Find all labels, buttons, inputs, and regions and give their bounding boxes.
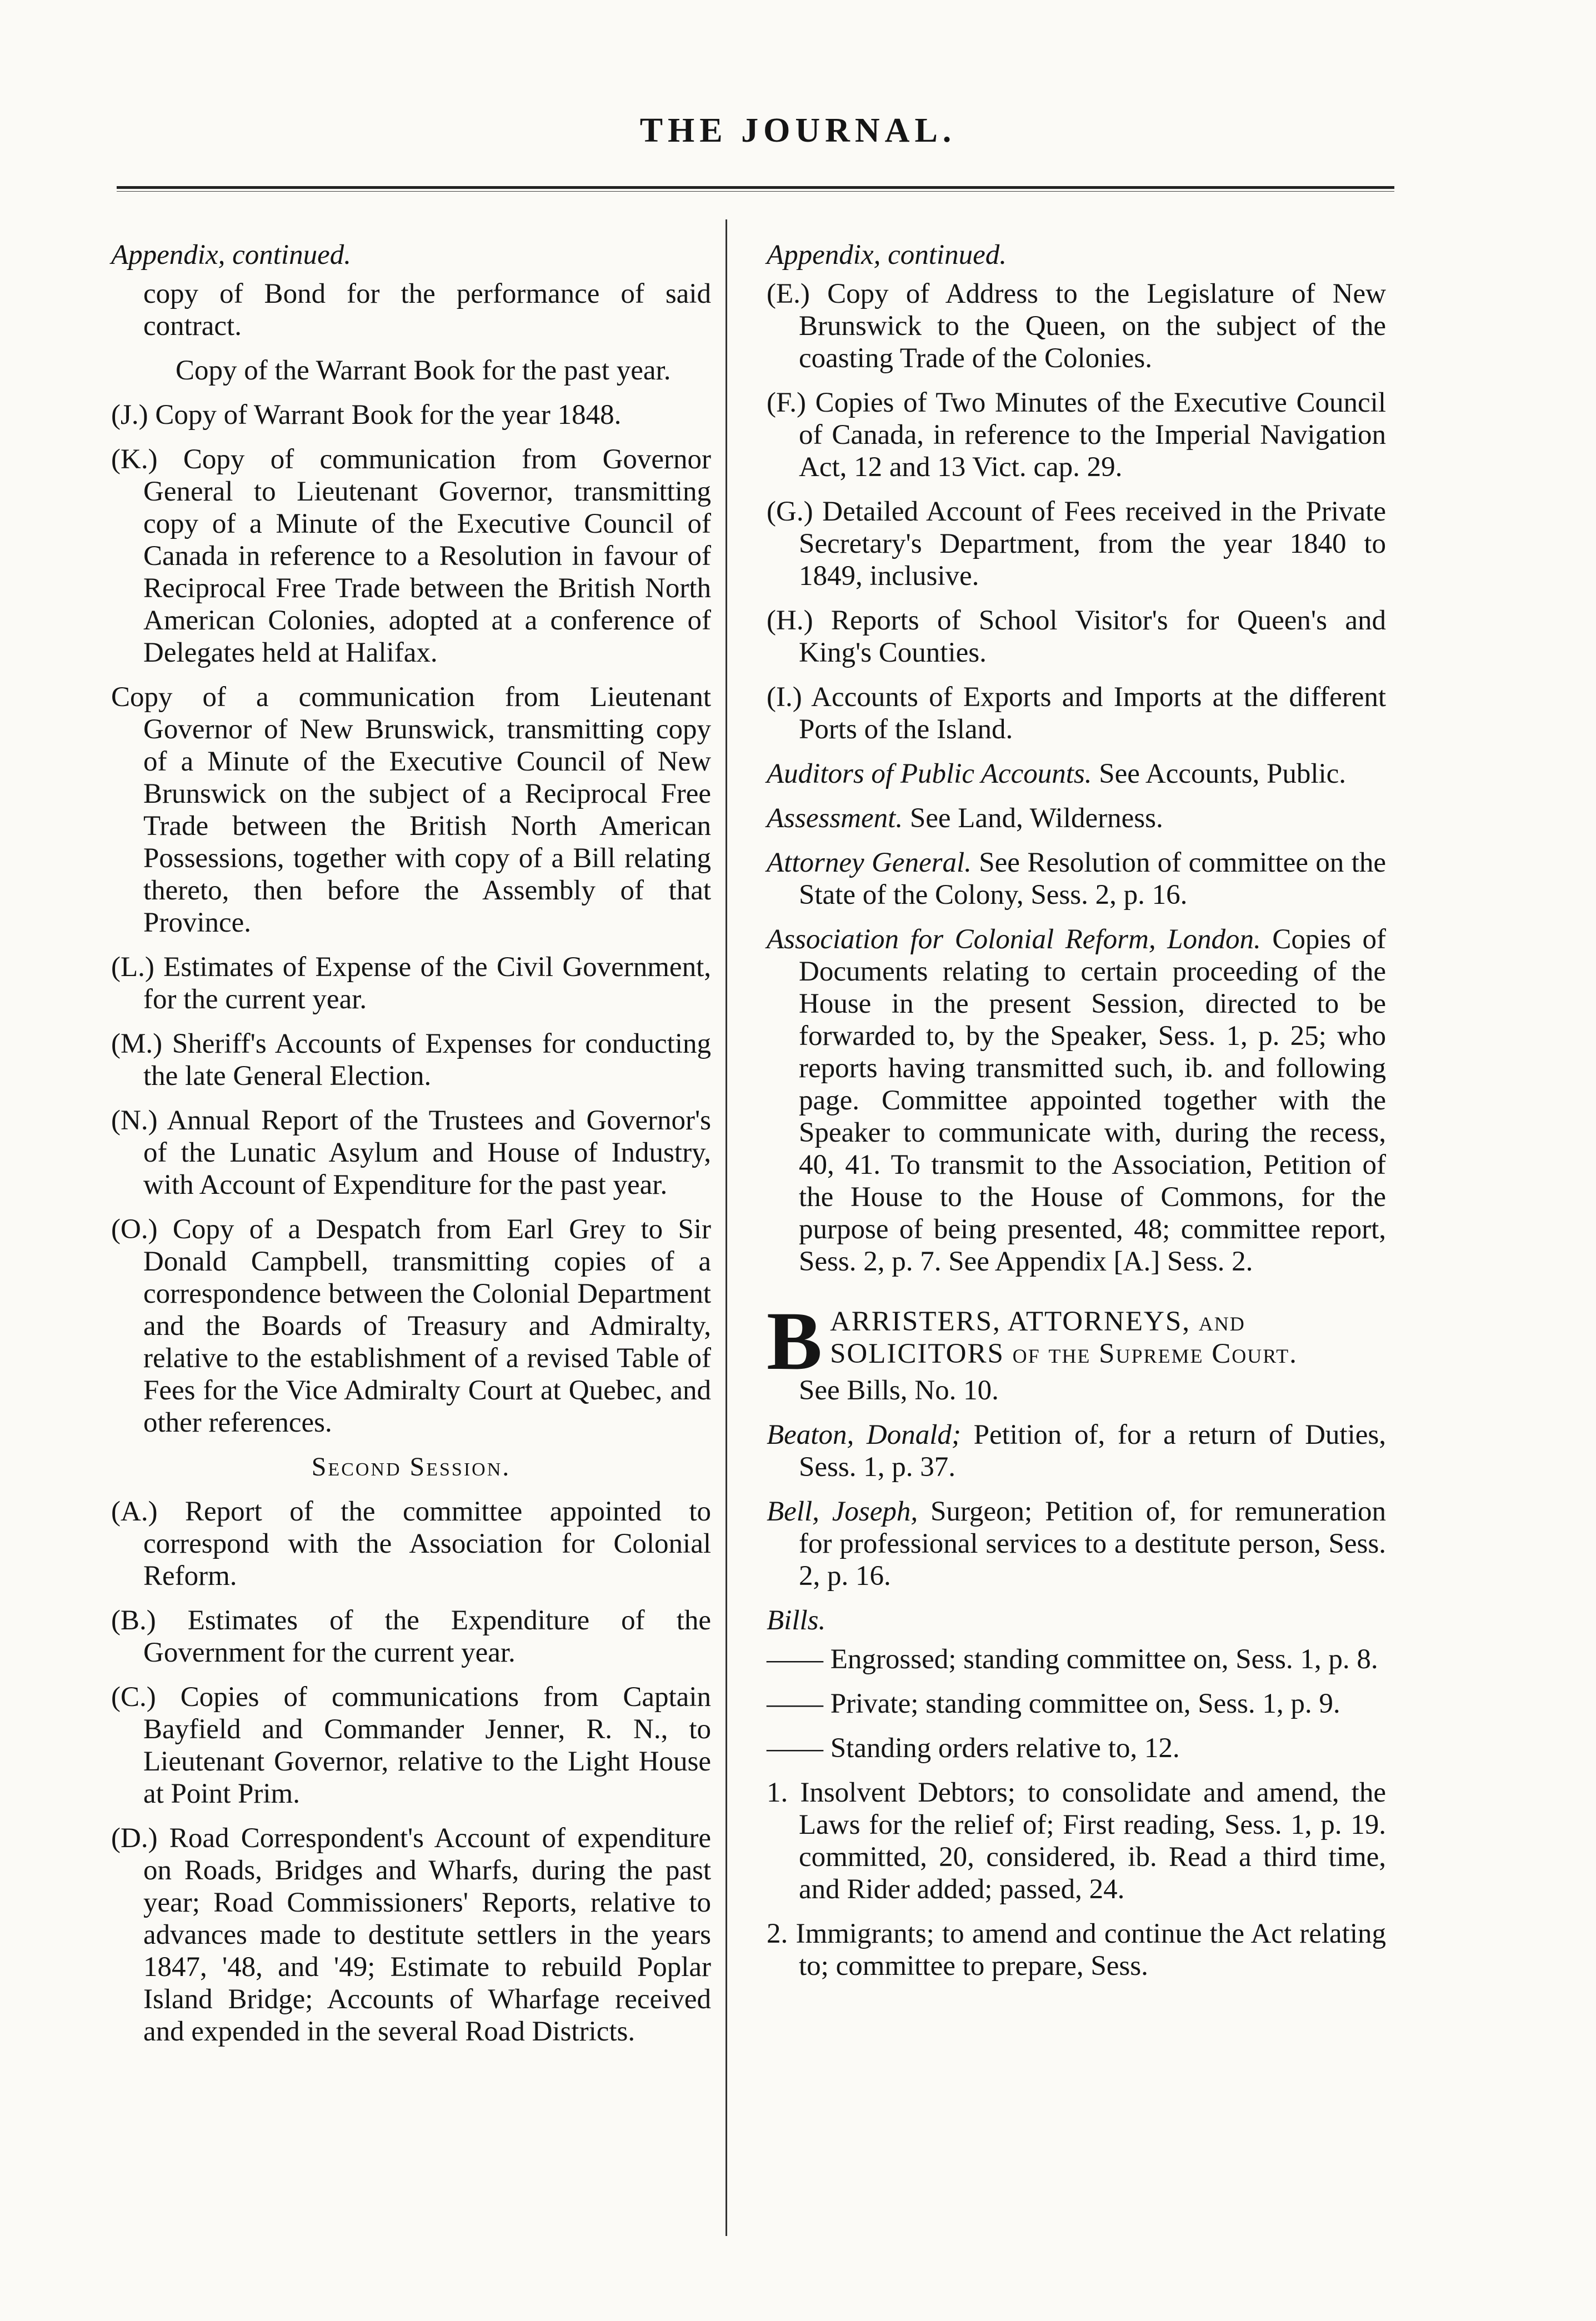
- entry-j: (J.) Copy of Warrant Book for the year 1848.: [111, 399, 622, 431]
- entry-second-a: (A.) Report of the committee appointed to correspond with the Association for Colonial Reform.: [111, 1496, 711, 1592]
- entry-g: (G.) Detailed Account of Fees received in the Private Secretary's Department, from the year 1840 to 1849, inclusive.: [767, 496, 1386, 592]
- entry-association: [767, 923, 1386, 1278]
- auditors-text: See Accounts, Public.: [1099, 758, 1347, 789]
- bill-1-insolvent-debtors: 1. Insolvent Debtors; to consolidate and amend, the Laws for the relief of; First reading, Sess. 1, p. 19. committed, 20, considered, ib. Read a third time, and Rider added; passed, 24.: [767, 1777, 1386, 1905]
- entry-i: (I.) Accounts of Exports and Imports at the different Ports of the Island.: [767, 682, 1386, 745]
- header-rule: [117, 186, 1394, 192]
- barristers-heading: ARRISTERS, ATTORNEYS, and SOLICITORS of the Supreme Court.: [830, 1306, 1298, 1369]
- entry-new-brunswick: Copy of a communication from Lieutenant Governor of New Brunswick, transmitting copy of a Minute of the Executive Council of New Brunswick on the subject of a Reciprocal Free Trade between the British North American Possessions, together with copy of a Bill relating thereto, then before the Assembly of that Province.: [111, 682, 711, 938]
- entry-f: (F.) Copies of Two Minutes of the Executive Council of Canada, in reference to the Imperial Navigation Act, 12 and 13 Vict. cap. 29.: [767, 387, 1386, 483]
- entry-o: (O.) Copy of a Despatch from Earl Grey to Sir Donald Campbell, transmitting copies of a correspondence between the Colonial Department and the Boards of Treasury and Admiralty, relative to the establishment of a revised Table of Fees for the Vice Admiralty Court at Quebec, and other references.: [111, 1214, 711, 1438]
- entry-l: (L.) Estimates of Expense of the Civil Government, for the current year.: [111, 952, 711, 1015]
- left-column-heading: Appendix, continued.: [111, 239, 351, 271]
- column-divider: [726, 219, 727, 2236]
- association-label: Association for Colonial Reform, London.: [767, 924, 1261, 955]
- bills-engrossed: —— Engrossed; standing committee on, Sess. 1, p. 8.: [767, 1644, 1378, 1675]
- entry-second-b: (B.) Estimates of the Expenditure of the Government for the current year.: [111, 1605, 711, 1668]
- dropcap-b: B: [767, 1295, 823, 1387]
- running-head: THE JOURNAL.: [639, 112, 957, 149]
- beaton-label: Beaton, Donald;: [767, 1419, 961, 1450]
- entry-k: (K.) Copy of communication from Governor General to Lieutenant Governor, transmitting copy of a Minute of the Executive Council of Canada in reference to a Resolution in favour of Reciprocal Free Trade between the British North American Colonies, adopted at a conference of Delegates held at Halifax.: [111, 444, 711, 668]
- association-text: Copies of Documents relating to certain proceeding of the House in the present Session, directed to be forwarded to, by the Speaker, Sess. 1, p. 25; who reports having transmitted such, ib. and following page. Committee appointed together with the Speaker to communicate with, during the recess, 40, 41. To transmit to the Association, Petition of the House to the House of Commons, for the purpose of being presented, 48; committee report, Sess. 2, p. 7. See Appendix [A.] Sess. 2.: [799, 924, 1386, 1277]
- assessment-label: Assessment.: [767, 803, 903, 834]
- auditors-label: Auditors of Public Accounts.: [767, 758, 1092, 789]
- entry-assessment: [767, 802, 1386, 834]
- right-column: [767, 239, 1386, 1994]
- entry-warrant-book: Copy of the Warrant Book for the past year.: [176, 355, 671, 386]
- bell-text: Surgeon; Petition of, for remuneration for professional services to a destitute person, Sess. 2, p. 16.: [799, 1496, 1386, 1592]
- entry-h: (H.) Reports of School Visitor's for Queen's and King's Counties.: [767, 605, 1386, 668]
- second-session-heading: Second Session.: [311, 1452, 511, 1482]
- bills-heading: Bills.: [767, 1605, 826, 1636]
- bill-2-immigrants: 2. Immigrants; to amend and continue the Act relating to; committee to prepare, Sess.: [767, 1918, 1386, 1982]
- entry-bell: [767, 1495, 1386, 1592]
- right-column-heading: Appendix, continued.: [767, 239, 1007, 271]
- assessment-text: See Land, Wilderness.: [909, 803, 1163, 834]
- entry-n: (N.) Annual Report of the Trustees and Governor's of the Lunatic Asylum and House of Industry, with Account of Expenditure for the past year.: [111, 1105, 711, 1200]
- entry-e: (E.) Copy of Address to the Legislature of New Brunswick to the Queen, on the subject of the coasting Trade of the Colonies.: [767, 278, 1386, 374]
- entry-bond: copy of Bond for the performance of said contract.: [143, 278, 711, 342]
- beaton-text: Petition of, for a return of Duties, Sess. 1, p. 37.: [799, 1419, 1386, 1483]
- entry-second-c: (C.) Copies of communications from Captain Bayfield and Commander Jenner, R. N., to Lieutenant Governor, relative to the Light House at Point Prim.: [111, 1682, 711, 1809]
- entry-beaton: [767, 1419, 1386, 1483]
- bills-standing-orders: —— Standing orders relative to, 12.: [767, 1733, 1180, 1764]
- attorney-text: See Resolution of committee on the State of the Colony, Sess. 2, p. 16.: [799, 847, 1386, 911]
- bills-private: —— Private; standing committee on, Sess. 1, p. 9.: [767, 1688, 1340, 1719]
- entry-m: (M.) Sheriff's Accounts of Expenses for conducting the late General Election.: [111, 1028, 711, 1092]
- left-column: [111, 239, 711, 2060]
- barristers-section: [767, 1295, 1386, 1407]
- attorney-label: Attorney General.: [767, 847, 972, 878]
- barristers-see: See Bills, No. 10.: [799, 1375, 999, 1406]
- entry-attorney-general: [767, 847, 1386, 911]
- bell-label: Bell, Joseph,: [767, 1496, 918, 1527]
- entry-second-d: (D.) Road Correspondent's Account of expenditure on Roads, Bridges and Wharfs, during the past year; Road Commissioners' Reports, relative to advances made to destitute settlers in the years 1847, '48, and '49; Estimate to rebuild Poplar Island Bridge; Accounts of Wharfage received and expended in the several Road Districts.: [111, 1823, 711, 2047]
- entry-auditors: [767, 758, 1386, 790]
